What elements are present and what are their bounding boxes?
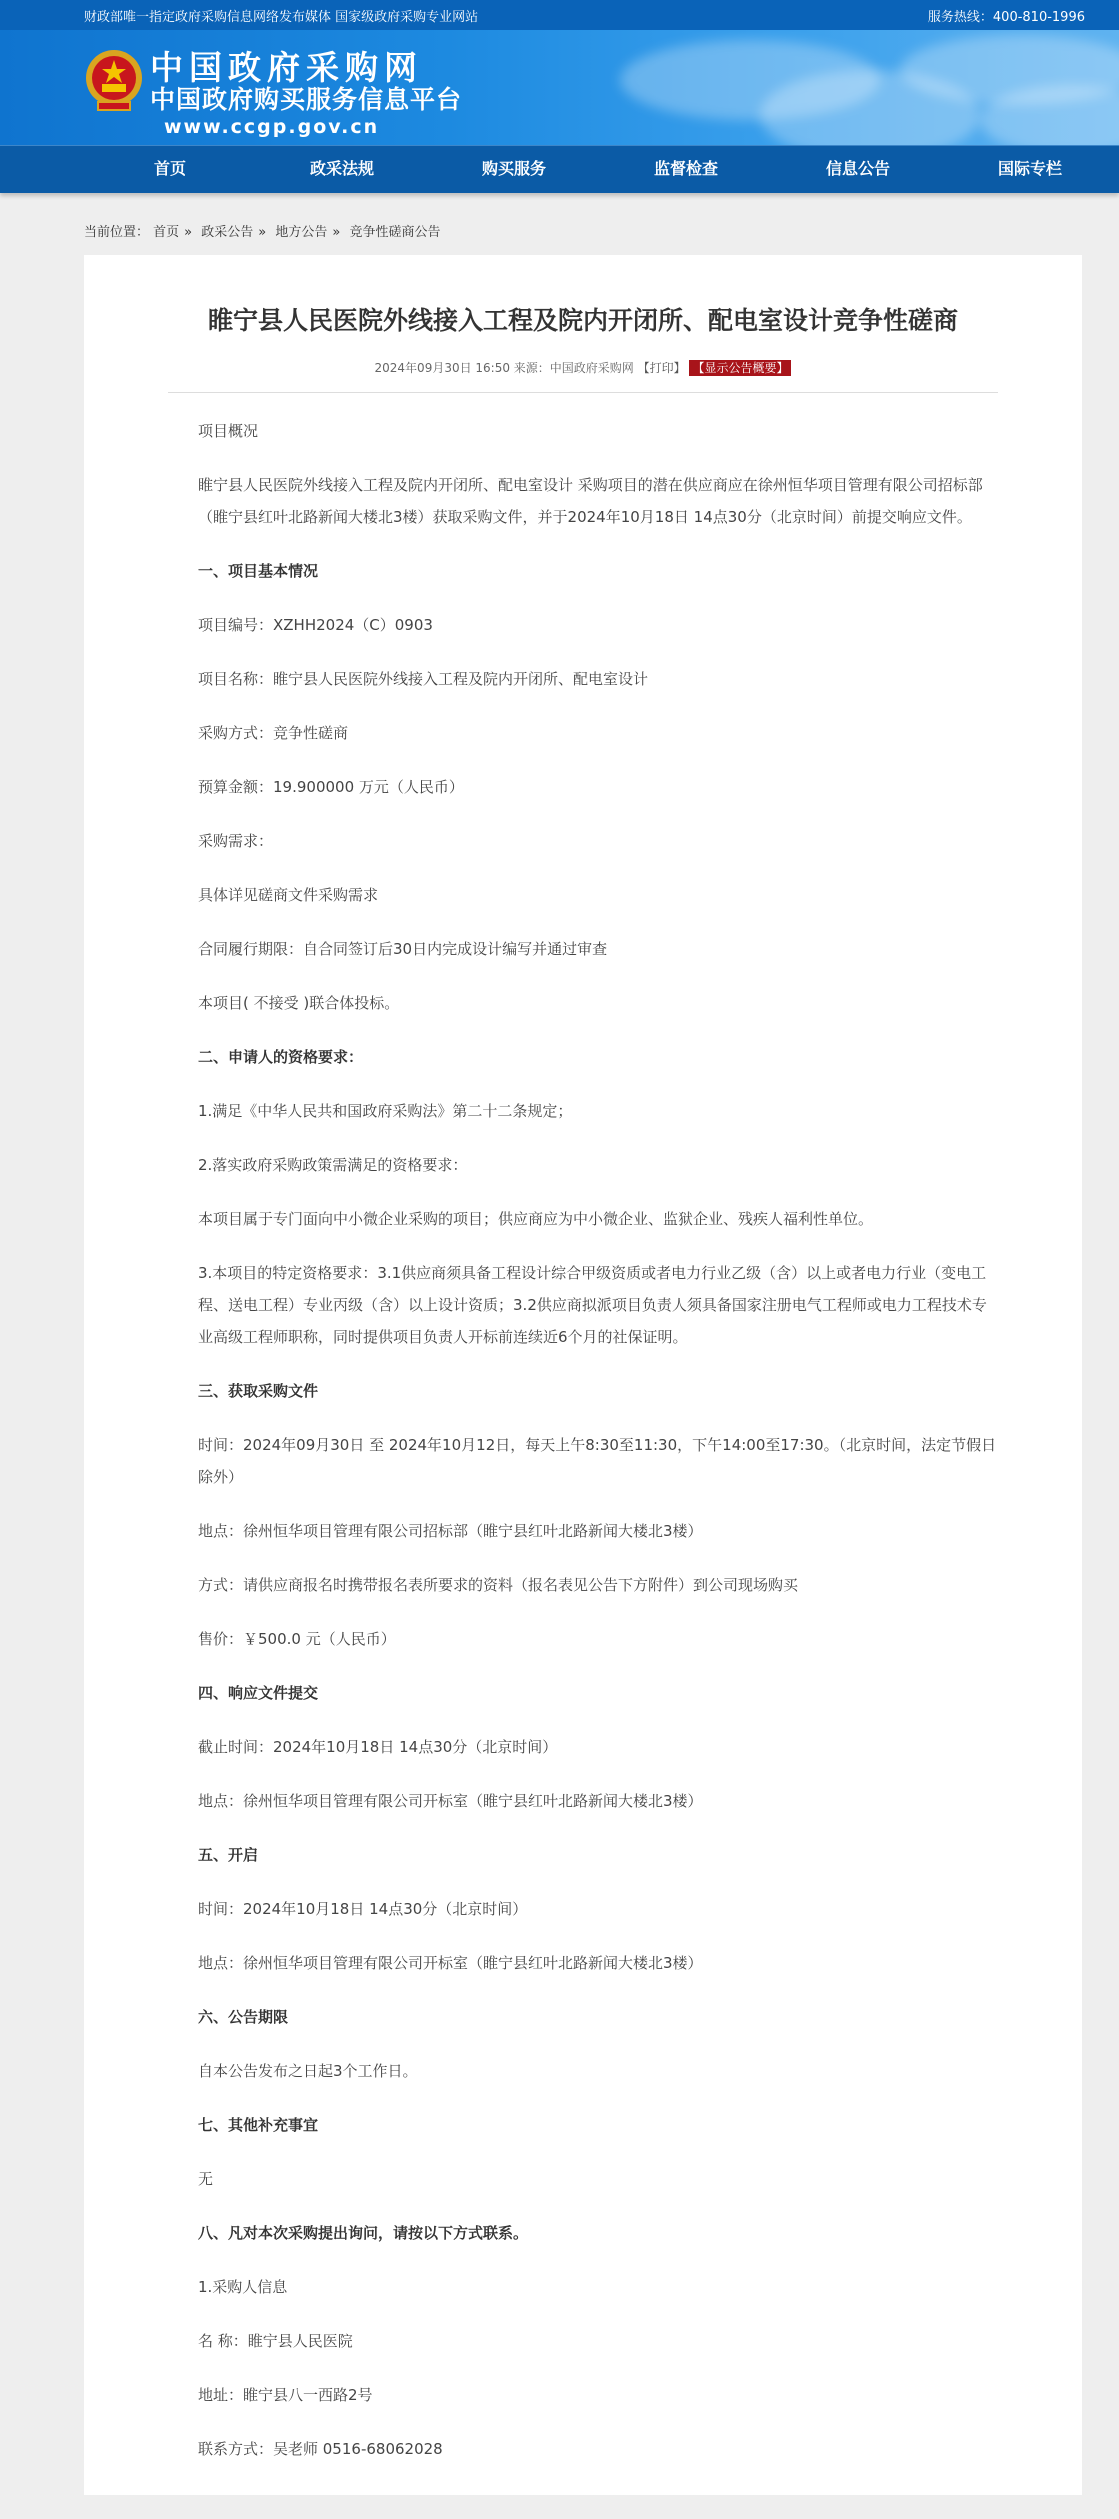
section-heading: 七、其他补充事宜	[198, 2116, 319, 2134]
paragraph: 名 称：睢宁县人民医院	[198, 2332, 353, 2350]
paragraph: 时间：2024年09月30日 至 2024年10月12日，每天上午8:30至11:30，下午14:00至17:30。（北京时间，法定节假日除外）	[198, 1436, 997, 1486]
service-hotline	[928, 6, 1085, 25]
paragraph: 具体详见磋商文件采购需求	[198, 886, 379, 904]
section-heading: 八、凡对本次采购提出询问，请按以下方式联系。	[198, 2224, 529, 2242]
article-container	[84, 255, 1082, 2495]
site-banner	[0, 30, 1119, 145]
article-date-source: 2024年09月30日 16:50 来源：中国政府采购网	[374, 361, 638, 375]
article-body	[198, 393, 998, 2465]
section-heading: 六、公告期限	[198, 2008, 289, 2026]
nav-item-international[interactable]: 国际专栏	[997, 159, 1062, 178]
paragraph: 联系方式：吴老师 0516-68062028	[198, 2440, 443, 2458]
paragraph: 预算金额：19.900000 万元（人民币）	[198, 778, 464, 796]
breadcrumb-separator: »	[184, 225, 193, 240]
top-info-bar	[0, 0, 1119, 30]
hotline-number: 400-810-1996	[992, 9, 1085, 25]
show-summary-button[interactable]: 【显示公告概要】	[689, 360, 791, 376]
paragraph: 地点：徐州恒华项目管理有限公司招标部（睢宁县红叶北路新闻大楼北3楼）	[198, 1522, 703, 1540]
national-emblem-icon	[84, 48, 144, 114]
paragraph: 地址：睢宁县八一西路2号	[198, 2386, 373, 2404]
paragraph: 项目概况	[198, 422, 259, 440]
paragraph: 时间：2024年10月18日 14点30分（北京时间）	[198, 1900, 528, 1918]
breadcrumb-separator: »	[258, 225, 267, 240]
paragraph: 2.落实政府采购政策需满足的资格要求：	[198, 1156, 468, 1174]
logo-subtitle: 中国政府购买服务信息平台	[150, 85, 463, 114]
paragraph: 1.采购人信息	[198, 2278, 288, 2296]
paragraph: 方式：请供应商报名时携带报名表所要求的资料（报名表见公告下方附件）到公司现场购买	[198, 1576, 799, 1594]
paragraph: 项目名称：睢宁县人民医院外线接入工程及院内开闭所、配电室设计	[198, 670, 649, 688]
print-link[interactable]: 【打印】	[637, 361, 686, 375]
paragraph: 地点：徐州恒华项目管理有限公司开标室（睢宁县红叶北路新闻大楼北3楼）	[198, 1792, 703, 1810]
nav-item-supervision[interactable]: 监督检查	[653, 159, 718, 178]
paragraph: 3.本项目的特定资格要求：3.1供应商须具备工程设计综合甲级资质或者电力行业乙级（含）以上或者电力行业（变电工程、送电工程）专业丙级（含）以上设计资质；3.2供应商拟派项目负责人须具备国家注册电气工程师或电力工程技术专业高级工程师职称，同时提供项目负责人开标前连续近6个月的社保证明。	[198, 1264, 987, 1346]
paragraph: 截止时间：2024年10月18日 14点30分（北京时间）	[198, 1738, 558, 1756]
article-title: 睢宁县人民医院外线接入工程及院内开闭所、配电室设计竞争性磋商	[207, 306, 958, 335]
paragraph: 睢宁县人民医院外线接入工程及院内开闭所、配电室设计 采购项目的潜在供应商应在徐州恒华项目管理有限公司招标部（睢宁县红叶北路新闻大楼北3楼）获取采购文件，并于2024年10月18日 14点30分（北京时间）前提交响应文件。	[198, 476, 983, 526]
hotline-label: 服务热线：	[927, 9, 993, 25]
site-logo[interactable]	[150, 50, 462, 140]
breadcrumb-current[interactable]: 竞争性磋商公告	[349, 225, 441, 240]
breadcrumb-procurement[interactable]: 政采公告	[201, 225, 254, 240]
main-nav	[0, 145, 1119, 193]
section-heading: 五、开启	[198, 1846, 259, 1864]
breadcrumb-separator: »	[332, 225, 341, 240]
paragraph: 无	[198, 2170, 214, 2188]
breadcrumb-local[interactable]: 地方公告	[275, 225, 328, 240]
nav-item-home[interactable]: 首页	[153, 159, 186, 178]
section-heading: 四、响应文件提交	[198, 1684, 319, 1702]
nav-item-regulations[interactable]: 政采法规	[309, 159, 374, 178]
breadcrumb	[84, 221, 1119, 241]
site-slogan: 财政部唯一指定政府采购信息网络发布媒体 国家级政府采购专业网站	[84, 9, 479, 25]
paragraph: 合同履行期限：自合同签订后30日内完成设计编写并通过审查	[198, 940, 608, 958]
section-heading: 三、获取采购文件	[198, 1382, 319, 1400]
paragraph: 售价：￥500.0 元（人民币）	[198, 1630, 396, 1648]
paragraph: 自本公告发布之日起3个工作日。	[198, 2062, 418, 2080]
logo-title: 中国政府采购网	[150, 48, 423, 87]
breadcrumb-home[interactable]: 首页	[153, 225, 180, 240]
paragraph: 项目编号：XZHH2024（C）0903	[198, 616, 433, 634]
paragraph: 采购需求：	[198, 832, 274, 850]
article-meta	[168, 359, 998, 393]
nav-item-purchase-services[interactable]: 购买服务	[481, 159, 546, 178]
section-heading: 一、项目基本情况	[198, 562, 319, 580]
section-heading: 二、申请人的资格要求：	[198, 1048, 364, 1066]
logo-url: www.ccgp.gov.cn	[164, 116, 380, 138]
paragraph: 1.满足《中华人民共和国政府采购法》第二十二条规定；	[198, 1102, 573, 1120]
breadcrumb-label: 当前位置：	[84, 225, 150, 240]
paragraph: 本项目属于专门面向中小微企业采购的项目；供应商应为中小微企业、监狱企业、残疾人福利性单位。	[198, 1210, 874, 1228]
paragraph: 地点：徐州恒华项目管理有限公司开标室（睢宁县红叶北路新闻大楼北3楼）	[198, 1954, 703, 1972]
nav-item-announcements[interactable]: 信息公告	[825, 159, 890, 178]
paragraph: 本项目( 不接受 )联合体投标。	[198, 994, 400, 1012]
paragraph: 采购方式：竞争性磋商	[198, 724, 349, 742]
